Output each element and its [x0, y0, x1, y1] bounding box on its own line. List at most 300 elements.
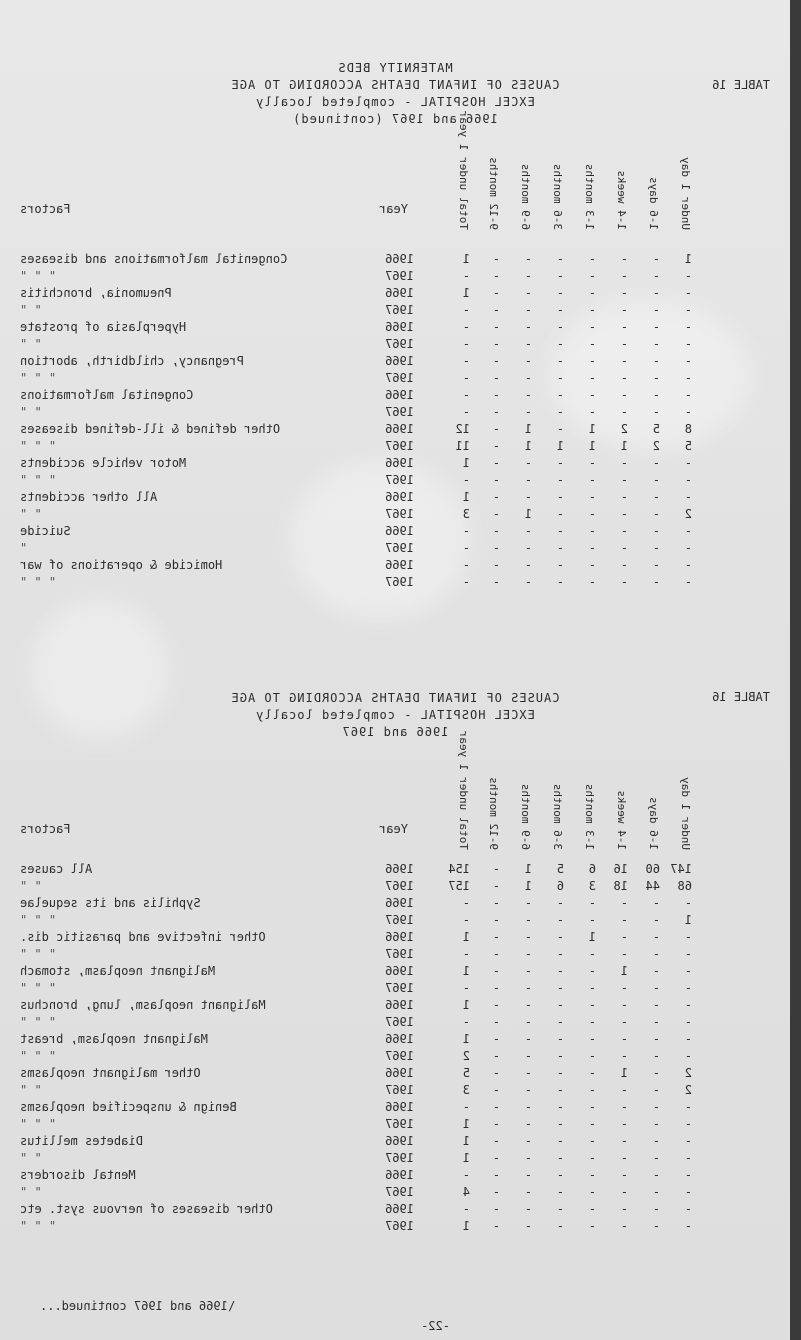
- row-value: -: [556, 354, 564, 368]
- row-value: -: [556, 1066, 564, 1080]
- row-value: -: [524, 913, 532, 927]
- row-value: -: [620, 896, 628, 910]
- row-year: 1966: [385, 422, 414, 436]
- col-header: 9-12 months: [487, 777, 500, 850]
- row-value: -: [588, 541, 596, 555]
- col-header: Total under 1 year: [457, 110, 470, 230]
- table-row: [0, 371, 790, 388]
- row-value: -: [620, 405, 628, 419]
- row-value: -: [684, 981, 692, 995]
- row-value: -: [652, 1202, 660, 1216]
- row-value: -: [684, 405, 692, 419]
- row-value: -: [524, 490, 532, 504]
- row-value: 1: [462, 1117, 470, 1131]
- row-value: -: [462, 303, 470, 317]
- row-category: " ": [20, 879, 42, 893]
- row-value: -: [684, 337, 692, 351]
- row-category: Diabetes mellitus: [20, 1134, 143, 1148]
- row-value: -: [492, 354, 500, 368]
- heading-line: CAUSES OF INFANT DEATHS ACCORDING TO AGE: [230, 78, 560, 92]
- row-category: " " ": [20, 269, 57, 283]
- row-value: -: [620, 1185, 628, 1199]
- row-value: 5: [556, 862, 564, 876]
- row-value: -: [652, 1083, 660, 1097]
- row-value: -: [524, 1015, 532, 1029]
- row-year: 1966: [385, 558, 414, 572]
- factors-label: Factors: [20, 202, 71, 216]
- row-value: -: [556, 1151, 564, 1165]
- row-value: 6: [556, 879, 564, 893]
- col-header: 1-3 months: [583, 783, 596, 850]
- row-value: -: [524, 1168, 532, 1182]
- row-value: -: [684, 371, 692, 385]
- row-value: -: [588, 507, 596, 521]
- row-year: 1967: [385, 575, 414, 589]
- row-value: -: [620, 541, 628, 555]
- row-value: -: [462, 473, 470, 487]
- row-value: -: [462, 354, 470, 368]
- row-value: -: [684, 388, 692, 402]
- col-header: Total under 1 year: [457, 730, 470, 850]
- row-value: -: [652, 1032, 660, 1046]
- row-category: " ": [20, 1185, 42, 1199]
- row-value: -: [556, 930, 564, 944]
- row-value: -: [652, 998, 660, 1012]
- row-value: -: [588, 575, 596, 589]
- row-value: -: [652, 1049, 660, 1063]
- row-category: " " ": [20, 439, 57, 453]
- row-value: -: [524, 473, 532, 487]
- row-value: -: [492, 1083, 500, 1097]
- row-year: 1966: [385, 320, 414, 334]
- row-year: 1966: [385, 1134, 414, 1148]
- row-value: -: [492, 1219, 500, 1233]
- row-value: -: [620, 507, 628, 521]
- row-value: -: [556, 1202, 564, 1216]
- row-year: 1966: [385, 896, 414, 910]
- row-value: -: [492, 439, 500, 453]
- col-header: 1-6 days: [647, 177, 660, 230]
- row-value: -: [492, 1168, 500, 1182]
- row-value: -: [492, 1049, 500, 1063]
- row-value: -: [492, 422, 500, 436]
- table-2: [0, 690, 790, 1233]
- row-value: -: [492, 1117, 500, 1131]
- row-category: " " ": [20, 981, 57, 995]
- row-value: -: [652, 473, 660, 487]
- row-value: 12: [455, 422, 470, 436]
- row-value: 1: [588, 439, 596, 453]
- table-row: [0, 422, 790, 439]
- row-value: -: [492, 862, 500, 876]
- row-value: -: [652, 371, 660, 385]
- row-value: -: [462, 405, 470, 419]
- row-value: -: [462, 1202, 470, 1216]
- row-value: -: [556, 388, 564, 402]
- row-category: Mental disorders: [20, 1168, 136, 1182]
- table-label: TABLE 16: [712, 690, 770, 704]
- row-value: 6: [588, 862, 596, 876]
- row-value: -: [620, 981, 628, 995]
- row-value: -: [556, 337, 564, 351]
- row-value: -: [588, 456, 596, 470]
- year-label: Year: [379, 822, 408, 836]
- row-value: -: [684, 896, 692, 910]
- table-row: [0, 998, 790, 1015]
- row-value: -: [462, 1015, 470, 1029]
- heading-line: EXCEL HOSPITAL - completed locally: [255, 95, 535, 109]
- row-value: -: [524, 456, 532, 470]
- row-value: -: [524, 1083, 532, 1097]
- row-value: -: [556, 964, 564, 978]
- row-value: -: [684, 1219, 692, 1233]
- row-value: -: [492, 473, 500, 487]
- col-header: 1-4 weeks: [615, 790, 628, 850]
- col-header: 9-12 months: [487, 157, 500, 230]
- row-value: -: [492, 388, 500, 402]
- row-category: Benign & unspecified neoplasms: [20, 1100, 237, 1114]
- table-row: [0, 1117, 790, 1134]
- row-value: -: [652, 1134, 660, 1148]
- col-header: 6-9 months: [519, 163, 532, 230]
- row-value: -: [652, 981, 660, 995]
- row-value: -: [556, 896, 564, 910]
- col-header: 3-6 months: [551, 163, 564, 230]
- row-value: -: [492, 490, 500, 504]
- row-value: -: [556, 947, 564, 961]
- row-value: -: [556, 422, 564, 436]
- row-value: -: [492, 913, 500, 927]
- row-value: -: [588, 947, 596, 961]
- row-value: -: [652, 964, 660, 978]
- row-value: -: [684, 1151, 692, 1165]
- row-value: 2: [684, 1066, 692, 1080]
- row-value: -: [588, 896, 596, 910]
- row-value: -: [684, 541, 692, 555]
- row-value: -: [556, 303, 564, 317]
- heading-line: EXCEL HOSPITAL - completed locally: [255, 708, 535, 722]
- factors-label: Factors: [20, 822, 71, 836]
- row-value: -: [684, 1015, 692, 1029]
- row-value: -: [556, 490, 564, 504]
- row-value: -: [492, 558, 500, 572]
- row-year: 1967: [385, 405, 414, 419]
- row-value: -: [620, 1134, 628, 1148]
- row-value: -: [588, 473, 596, 487]
- row-value: -: [524, 1219, 532, 1233]
- row-value: 1: [524, 422, 532, 436]
- row-value: 1: [462, 490, 470, 504]
- row-value: -: [556, 575, 564, 589]
- row-value: -: [524, 981, 532, 995]
- row-value: -: [556, 507, 564, 521]
- row-value: 5: [652, 422, 660, 436]
- row-value: -: [524, 1032, 532, 1046]
- table-row: [0, 913, 790, 930]
- row-value: -: [588, 303, 596, 317]
- row-year: 1967: [385, 1117, 414, 1131]
- row-category: " ": [20, 1151, 42, 1165]
- row-value: 1: [462, 1219, 470, 1233]
- row-year: 1966: [385, 1168, 414, 1182]
- row-value: -: [652, 575, 660, 589]
- row-value: -: [588, 1219, 596, 1233]
- row-value: 1: [620, 439, 628, 453]
- row-value: -: [652, 507, 660, 521]
- row-value: -: [620, 524, 628, 538]
- row-year: 1966: [385, 1066, 414, 1080]
- row-year: 1967: [385, 879, 414, 893]
- table-row: [0, 1032, 790, 1049]
- row-value: 16: [613, 862, 628, 876]
- row-value: 2: [684, 1083, 692, 1097]
- row-value: -: [588, 286, 596, 300]
- table-row: [0, 1066, 790, 1083]
- row-year: 1966: [385, 490, 414, 504]
- row-value: 44: [645, 879, 660, 893]
- row-value: -: [556, 473, 564, 487]
- row-value: 2: [462, 1049, 470, 1063]
- table-row: [0, 896, 790, 913]
- row-value: -: [492, 1151, 500, 1165]
- row-value: -: [524, 575, 532, 589]
- row-value: -: [684, 1168, 692, 1182]
- row-value: -: [652, 1117, 660, 1131]
- col-header: Under 1 day: [679, 777, 692, 850]
- row-value: 154: [448, 862, 470, 876]
- row-value: -: [684, 964, 692, 978]
- table-1-rows: [0, 252, 790, 592]
- row-category: All other accidents: [20, 490, 158, 504]
- row-value: -: [652, 490, 660, 504]
- row-value: -: [652, 303, 660, 317]
- row-value: -: [462, 320, 470, 334]
- row-value: -: [588, 558, 596, 572]
- row-value: -: [620, 303, 628, 317]
- row-value: -: [684, 1117, 692, 1131]
- row-value: -: [556, 269, 564, 283]
- row-value: -: [652, 337, 660, 351]
- row-value: -: [556, 1185, 564, 1199]
- row-value: -: [556, 286, 564, 300]
- row-value: -: [492, 541, 500, 555]
- row-value: -: [524, 1066, 532, 1080]
- row-value: -: [684, 1049, 692, 1063]
- continued-note: \1966 and 1967 continued...: [40, 1299, 236, 1313]
- row-value: -: [524, 269, 532, 283]
- row-value: -: [556, 558, 564, 572]
- row-value: 1: [462, 998, 470, 1012]
- row-value: -: [462, 896, 470, 910]
- row-value: -: [524, 1049, 532, 1063]
- row-category: " ": [20, 507, 42, 521]
- table-2-heading: [0, 690, 790, 741]
- row-year: 1966: [385, 964, 414, 978]
- row-value: -: [492, 947, 500, 961]
- row-value: -: [492, 896, 500, 910]
- row-year: 1967: [385, 269, 414, 283]
- row-value: -: [620, 252, 628, 266]
- row-category: Congenital malformations and diseases: [20, 252, 288, 266]
- row-value: -: [652, 1168, 660, 1182]
- table-row: [0, 541, 790, 558]
- row-value: -: [652, 286, 660, 300]
- row-value: 4: [462, 1185, 470, 1199]
- row-value: -: [620, 1083, 628, 1097]
- row-value: -: [652, 456, 660, 470]
- row-value: -: [684, 1032, 692, 1046]
- table-2-rows: [0, 862, 790, 1236]
- row-year: 1967: [385, 1015, 414, 1029]
- row-year: 1967: [385, 473, 414, 487]
- row-year: 1967: [385, 337, 414, 351]
- row-value: -: [588, 1083, 596, 1097]
- row-value: -: [620, 269, 628, 283]
- row-value: -: [652, 252, 660, 266]
- row-value: 1: [462, 1032, 470, 1046]
- row-value: -: [620, 947, 628, 961]
- scan-edge: [790, 0, 801, 1340]
- table-row: [0, 337, 790, 354]
- row-value: -: [556, 371, 564, 385]
- row-value: -: [492, 1032, 500, 1046]
- table-row: [0, 1100, 790, 1117]
- table-row: [0, 1151, 790, 1168]
- row-value: -: [620, 456, 628, 470]
- row-value: -: [556, 981, 564, 995]
- row-value: 157: [448, 879, 470, 893]
- row-value: -: [492, 371, 500, 385]
- col-header: 6-9 months: [519, 783, 532, 850]
- row-value: -: [462, 541, 470, 555]
- row-value: -: [684, 947, 692, 961]
- row-value: -: [462, 388, 470, 402]
- row-value: -: [462, 981, 470, 995]
- row-value: -: [556, 405, 564, 419]
- row-year: 1967: [385, 1151, 414, 1165]
- row-value: -: [620, 473, 628, 487]
- row-value: -: [492, 1134, 500, 1148]
- table-row: [0, 388, 790, 405]
- row-value: -: [588, 490, 596, 504]
- table-row: [0, 1015, 790, 1032]
- row-year: 1967: [385, 913, 414, 927]
- row-value: 5: [684, 439, 692, 453]
- row-value: -: [652, 558, 660, 572]
- row-value: -: [652, 1100, 660, 1114]
- row-value: 1: [524, 879, 532, 893]
- table-row: [0, 252, 790, 269]
- row-value: -: [524, 964, 532, 978]
- row-value: -: [524, 541, 532, 555]
- row-value: -: [652, 896, 660, 910]
- table-row: [0, 286, 790, 303]
- row-value: 1: [462, 456, 470, 470]
- row-value: -: [620, 1015, 628, 1029]
- row-value: -: [524, 371, 532, 385]
- row-value: -: [588, 1202, 596, 1216]
- row-value: -: [588, 1049, 596, 1063]
- row-value: -: [492, 252, 500, 266]
- row-value: -: [588, 1117, 596, 1131]
- row-value: -: [588, 1134, 596, 1148]
- row-year: 1967: [385, 947, 414, 961]
- row-value: -: [652, 320, 660, 334]
- row-year: 1966: [385, 1202, 414, 1216]
- row-category: Other infective and parasitic dis.: [20, 930, 266, 944]
- row-value: -: [556, 1015, 564, 1029]
- row-category: Motor vehicle accidents: [20, 456, 187, 470]
- row-value: 1: [556, 439, 564, 453]
- row-value: -: [620, 998, 628, 1012]
- row-year: 1966: [385, 862, 414, 876]
- row-year: 1967: [385, 1185, 414, 1199]
- table-row: [0, 558, 790, 575]
- row-value: -: [588, 964, 596, 978]
- row-value: -: [462, 558, 470, 572]
- col-header: 3-6 months: [551, 783, 564, 850]
- table-row: [0, 1134, 790, 1151]
- table-row: [0, 964, 790, 981]
- row-value: 1: [524, 507, 532, 521]
- row-value: -: [620, 1032, 628, 1046]
- row-value: -: [652, 947, 660, 961]
- row-value: -: [556, 252, 564, 266]
- row-value: -: [588, 1066, 596, 1080]
- row-value: -: [524, 1117, 532, 1131]
- row-value: -: [492, 1202, 500, 1216]
- row-value: -: [492, 981, 500, 995]
- row-value: -: [684, 456, 692, 470]
- row-value: -: [492, 524, 500, 538]
- row-value: -: [462, 371, 470, 385]
- row-value: -: [524, 1151, 532, 1165]
- table-row: [0, 473, 790, 490]
- row-value: -: [556, 1117, 564, 1131]
- row-value: -: [462, 575, 470, 589]
- row-value: -: [556, 1083, 564, 1097]
- table-row: [0, 930, 790, 947]
- table-1: [0, 60, 790, 589]
- page-number: -22-: [421, 1319, 450, 1333]
- row-value: -: [620, 1202, 628, 1216]
- row-value: -: [652, 269, 660, 283]
- row-category: " ": [20, 303, 42, 317]
- row-value: -: [492, 575, 500, 589]
- row-value: -: [492, 879, 500, 893]
- row-value: 1: [684, 913, 692, 927]
- row-year: 1967: [385, 1083, 414, 1097]
- table-row: [0, 439, 790, 456]
- row-value: -: [684, 575, 692, 589]
- row-category: " " ": [20, 575, 57, 589]
- row-category: Malignant neoplasm, lung, bronchus: [20, 998, 266, 1012]
- row-value: -: [492, 1066, 500, 1080]
- row-value: -: [492, 1185, 500, 1199]
- row-value: -: [524, 337, 532, 351]
- row-value: -: [588, 1032, 596, 1046]
- row-year: 1966: [385, 1100, 414, 1114]
- row-value: -: [684, 1185, 692, 1199]
- row-value: -: [556, 1032, 564, 1046]
- row-value: -: [556, 1168, 564, 1182]
- heading-line: 1966 and 1967 (continued): [292, 112, 498, 126]
- row-value: -: [462, 947, 470, 961]
- row-category: " " ": [20, 1049, 57, 1063]
- row-value: -: [524, 405, 532, 419]
- table-label: TABLE 16: [712, 78, 770, 92]
- row-value: -: [588, 1185, 596, 1199]
